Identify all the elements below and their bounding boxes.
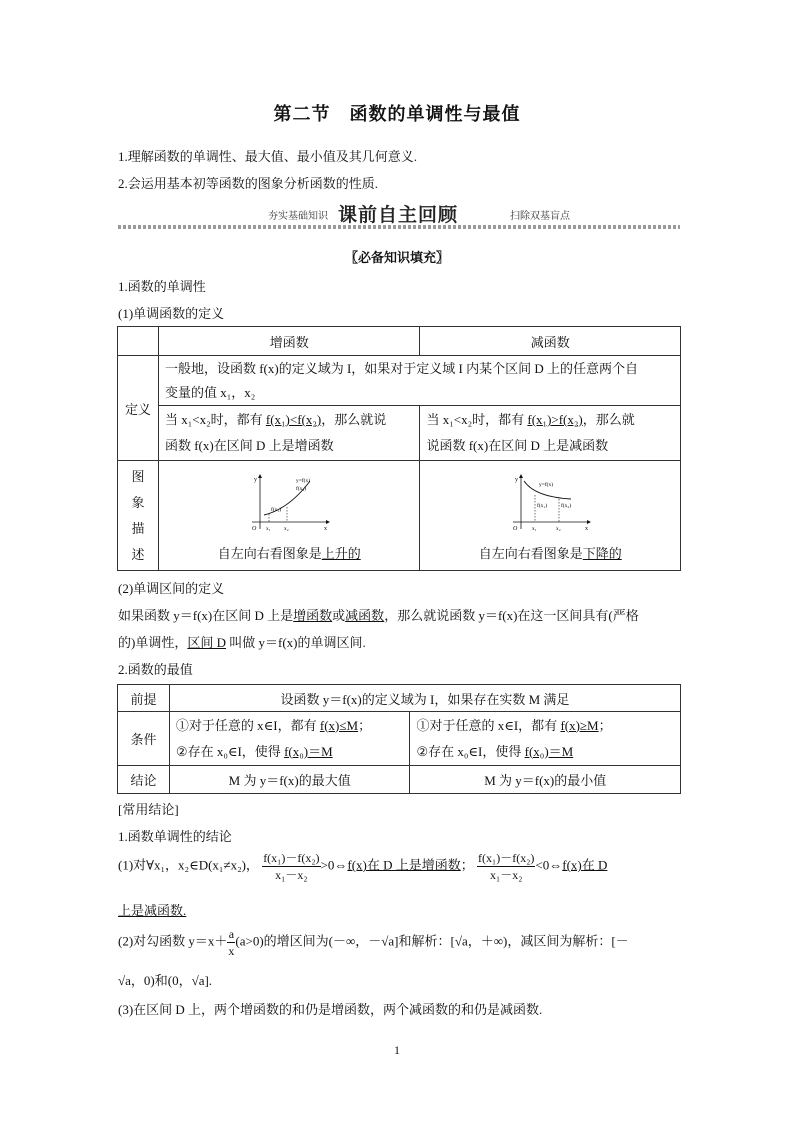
definition-common-line2: 变量的值 x₁，x₂ (164, 384, 256, 400)
c1-prefix: (1)对∀x₁，x₂∈D(x₁≠x₂)， (118, 857, 259, 873)
dec-fx1-label: f(x₁) (537, 503, 548, 509)
interval-text-or: 或 (332, 608, 346, 623)
banner-left-text: 夯实基础知识 (268, 211, 328, 222)
c1-semicolon: ； (460, 857, 474, 873)
objective-1: 1.理解函数的单调性、最大值、最小值及其几何意义. (118, 149, 418, 164)
c2-text-b: (a>0)的增区间为(－∞，－√a]和解析：[√a，＋∞)，减区间为解析：[－ (235, 933, 629, 949)
interval-para-line2 (118, 632, 366, 651)
interval-para-line1 (118, 605, 639, 624)
inc-def-underlined: f(x₁)<f(x₂) (265, 412, 322, 427)
definition-decreasing (420, 406, 681, 461)
c1-fraction-1 (262, 850, 320, 883)
inc-fx1-label: f(x₁) (271, 507, 282, 513)
max-cond-1b: ； (358, 717, 372, 733)
min-cond-2-underlined: f(x₀)＝M (524, 743, 574, 759)
banner-main-text: 课前自主回顾 (338, 204, 459, 226)
inc-x1-label: x₁ (266, 526, 271, 532)
inc-def-text-c: 函数 f(x)在区间 D 上是增函数 (164, 438, 334, 453)
inc-desc-text: 自左向右看图象是 (217, 546, 322, 561)
max-conclusion: M 为 y＝f(x)的最大值 (169, 766, 410, 794)
inc-x2-label: x₂ (284, 526, 289, 532)
interval-underlined-dec: 减函数 (345, 608, 385, 623)
heading-interval: (2)单调区间的定义 (118, 581, 225, 596)
max-cond-2a: ②存在 x₀∈I，使得 (175, 743, 285, 759)
min-cond-1a: ①对于任意的 x∈I，都有 (416, 717, 561, 733)
interval-underlined-inc: 增函数 (293, 608, 333, 623)
monotonic-table (117, 326, 681, 571)
inc-origin-label: O (252, 526, 257, 532)
definition-increasing (158, 406, 420, 461)
dec-x2-label: x₂ (556, 526, 561, 532)
increasing-graph (244, 473, 334, 533)
decreasing-graph (505, 473, 595, 533)
dec-x1-label: x₁ (532, 526, 537, 532)
min-condition (410, 712, 681, 766)
c2-text-a: (2)对勾函数 y＝x＋ (118, 933, 228, 949)
row-label-graph (118, 461, 159, 571)
premise-text: 设函数 y＝f(x)的定义域为 I，如果存在实数 M 满足 (169, 685, 680, 712)
c1-underlined-dec-a: f(x)在 D (562, 857, 608, 873)
definition-common-line1: 一般地，设函数 f(x)的定义域为 I，如果对于定义域 I 内某个区间 D 上的任意两个自 (164, 360, 638, 376)
section-heading: 〖必备知识填充〗 (344, 251, 449, 266)
header-decreasing: 减函数 (420, 327, 681, 356)
table-corner (118, 327, 159, 356)
c1-lt-zero: <0⇔ (535, 857, 563, 873)
graph-label-char-1: 图 (131, 468, 145, 484)
condition-label: 条件 (118, 712, 170, 766)
min-cond-2a: ②存在 x₀∈I，使得 (416, 743, 525, 759)
section-banner (118, 198, 680, 232)
interval-text-c: 的)单调性， (118, 635, 188, 650)
graph-label-char-3: 描 (131, 520, 145, 536)
objective-2: 2.会运用基本初等函数的图象分析函数的性质. (118, 176, 379, 191)
row-label-definition: 定义 (118, 356, 159, 461)
extrema-table (117, 684, 681, 794)
header-increasing: 增函数 (158, 327, 420, 356)
inc-def-text-a: 当 x₁<x₂时，都有 (164, 412, 266, 427)
heading-monotonicity: 1.函数的单调性 (118, 279, 206, 294)
graph-decreasing-cell (420, 461, 681, 571)
graph-increasing-cell (158, 461, 420, 571)
conclusion-1-line1 (118, 850, 607, 883)
dec-origin-label: O (513, 526, 518, 532)
heading-definition: (1)单调函数的定义 (118, 306, 225, 321)
c1-gt-zero: >0⇔ (320, 857, 348, 873)
dec-desc-underlined: 下降的 (582, 546, 622, 561)
inc-desc-underlined: 上升的 (321, 546, 361, 561)
max-condition (169, 712, 410, 766)
inc-y-label: y (254, 477, 258, 483)
dec-y-label: y (515, 477, 519, 483)
interval-text-d: 叫做 y＝f(x)的单调区间. (225, 635, 366, 650)
dec-desc-text: 自左向右看图象是 (478, 546, 583, 561)
dec-x-label: x (585, 526, 589, 532)
c2-frac-den: x (228, 944, 235, 958)
premise-label: 前提 (118, 685, 170, 712)
dec-def-underlined: f(x₁)>f(x₂) (527, 412, 583, 427)
conclusion-2-line2: √a，0)和(0，√a]. (118, 973, 213, 988)
heading-monotonic-conclusions: 1.函数单调性的结论 (118, 829, 232, 844)
c1-frac1-den: x₁－x₂ (275, 868, 308, 882)
conclusion-3: (3)在区间 D 上，两个增函数的和仍是增函数，两个减函数的和仍是减函数. (118, 1002, 543, 1017)
c1-frac2-den: x₁－x₂ (490, 868, 523, 882)
page-title: 第二节 函数的单调性与最值 (273, 104, 521, 125)
c1-fraction-2 (477, 850, 535, 883)
interval-text-a: 如果函数 y＝f(x)在区间 D 上是 (118, 608, 294, 623)
inc-fx2-label: f(x₂) (296, 486, 307, 492)
min-cond-1b: ； (598, 717, 612, 733)
dec-def-text-c: 说函数 f(x)在区间 D 上是减函数 (426, 438, 609, 453)
conclusion-1-line2 (118, 900, 186, 919)
dec-curve-label: y=f(x) (539, 482, 554, 488)
graph-label-char-4: 述 (131, 546, 145, 562)
definition-common (158, 356, 680, 406)
conclusion-2-line1 (118, 926, 629, 959)
c1-frac2-num: f(x₁)－f(x₂) (478, 851, 535, 865)
max-cond-2-underlined: f(x₀)＝M (284, 743, 333, 759)
c1-underlined-inc: f(x)在 D 上是增函数 (347, 857, 461, 873)
inc-x-label: x (324, 526, 328, 532)
heading-extrema: 2.函数的最值 (118, 662, 193, 677)
inc-curve-label: y=f(x) (296, 478, 311, 484)
conclusion-label: 结论 (118, 766, 170, 794)
max-cond-1-underlined: f(x)≤M (319, 717, 359, 733)
dec-def-text-b: ，那么就 (582, 412, 635, 427)
min-cond-1-underlined: f(x)≥M (560, 717, 599, 733)
dec-fx2-label: f(x₂) (561, 503, 572, 509)
inc-def-text-b: ，那么就说 (321, 412, 387, 427)
c2-frac-num: a (228, 927, 235, 941)
common-conclusions-label: [常用结论] (118, 802, 179, 817)
graph-label-char-2: 象 (131, 494, 145, 510)
c1-underlined-dec-b: 上是减函数. (118, 903, 187, 918)
interval-text-b: ，那么就说函数 y＝f(x)在这一区间具有(严格 (384, 608, 639, 623)
interval-underlined-d: 区间 D (187, 635, 226, 650)
page-number: 1 (394, 1043, 400, 1057)
dec-def-text-a: 当 x₁<x₂时，都有 (426, 412, 528, 427)
max-cond-1a: ①对于任意的 x∈I，都有 (175, 717, 320, 733)
c1-frac1-num: f(x₁)－f(x₂) (263, 851, 320, 865)
min-conclusion: M 为 y＝f(x)的最小值 (410, 766, 681, 794)
banner-right-text: 扫除双基盲点 (510, 211, 570, 222)
